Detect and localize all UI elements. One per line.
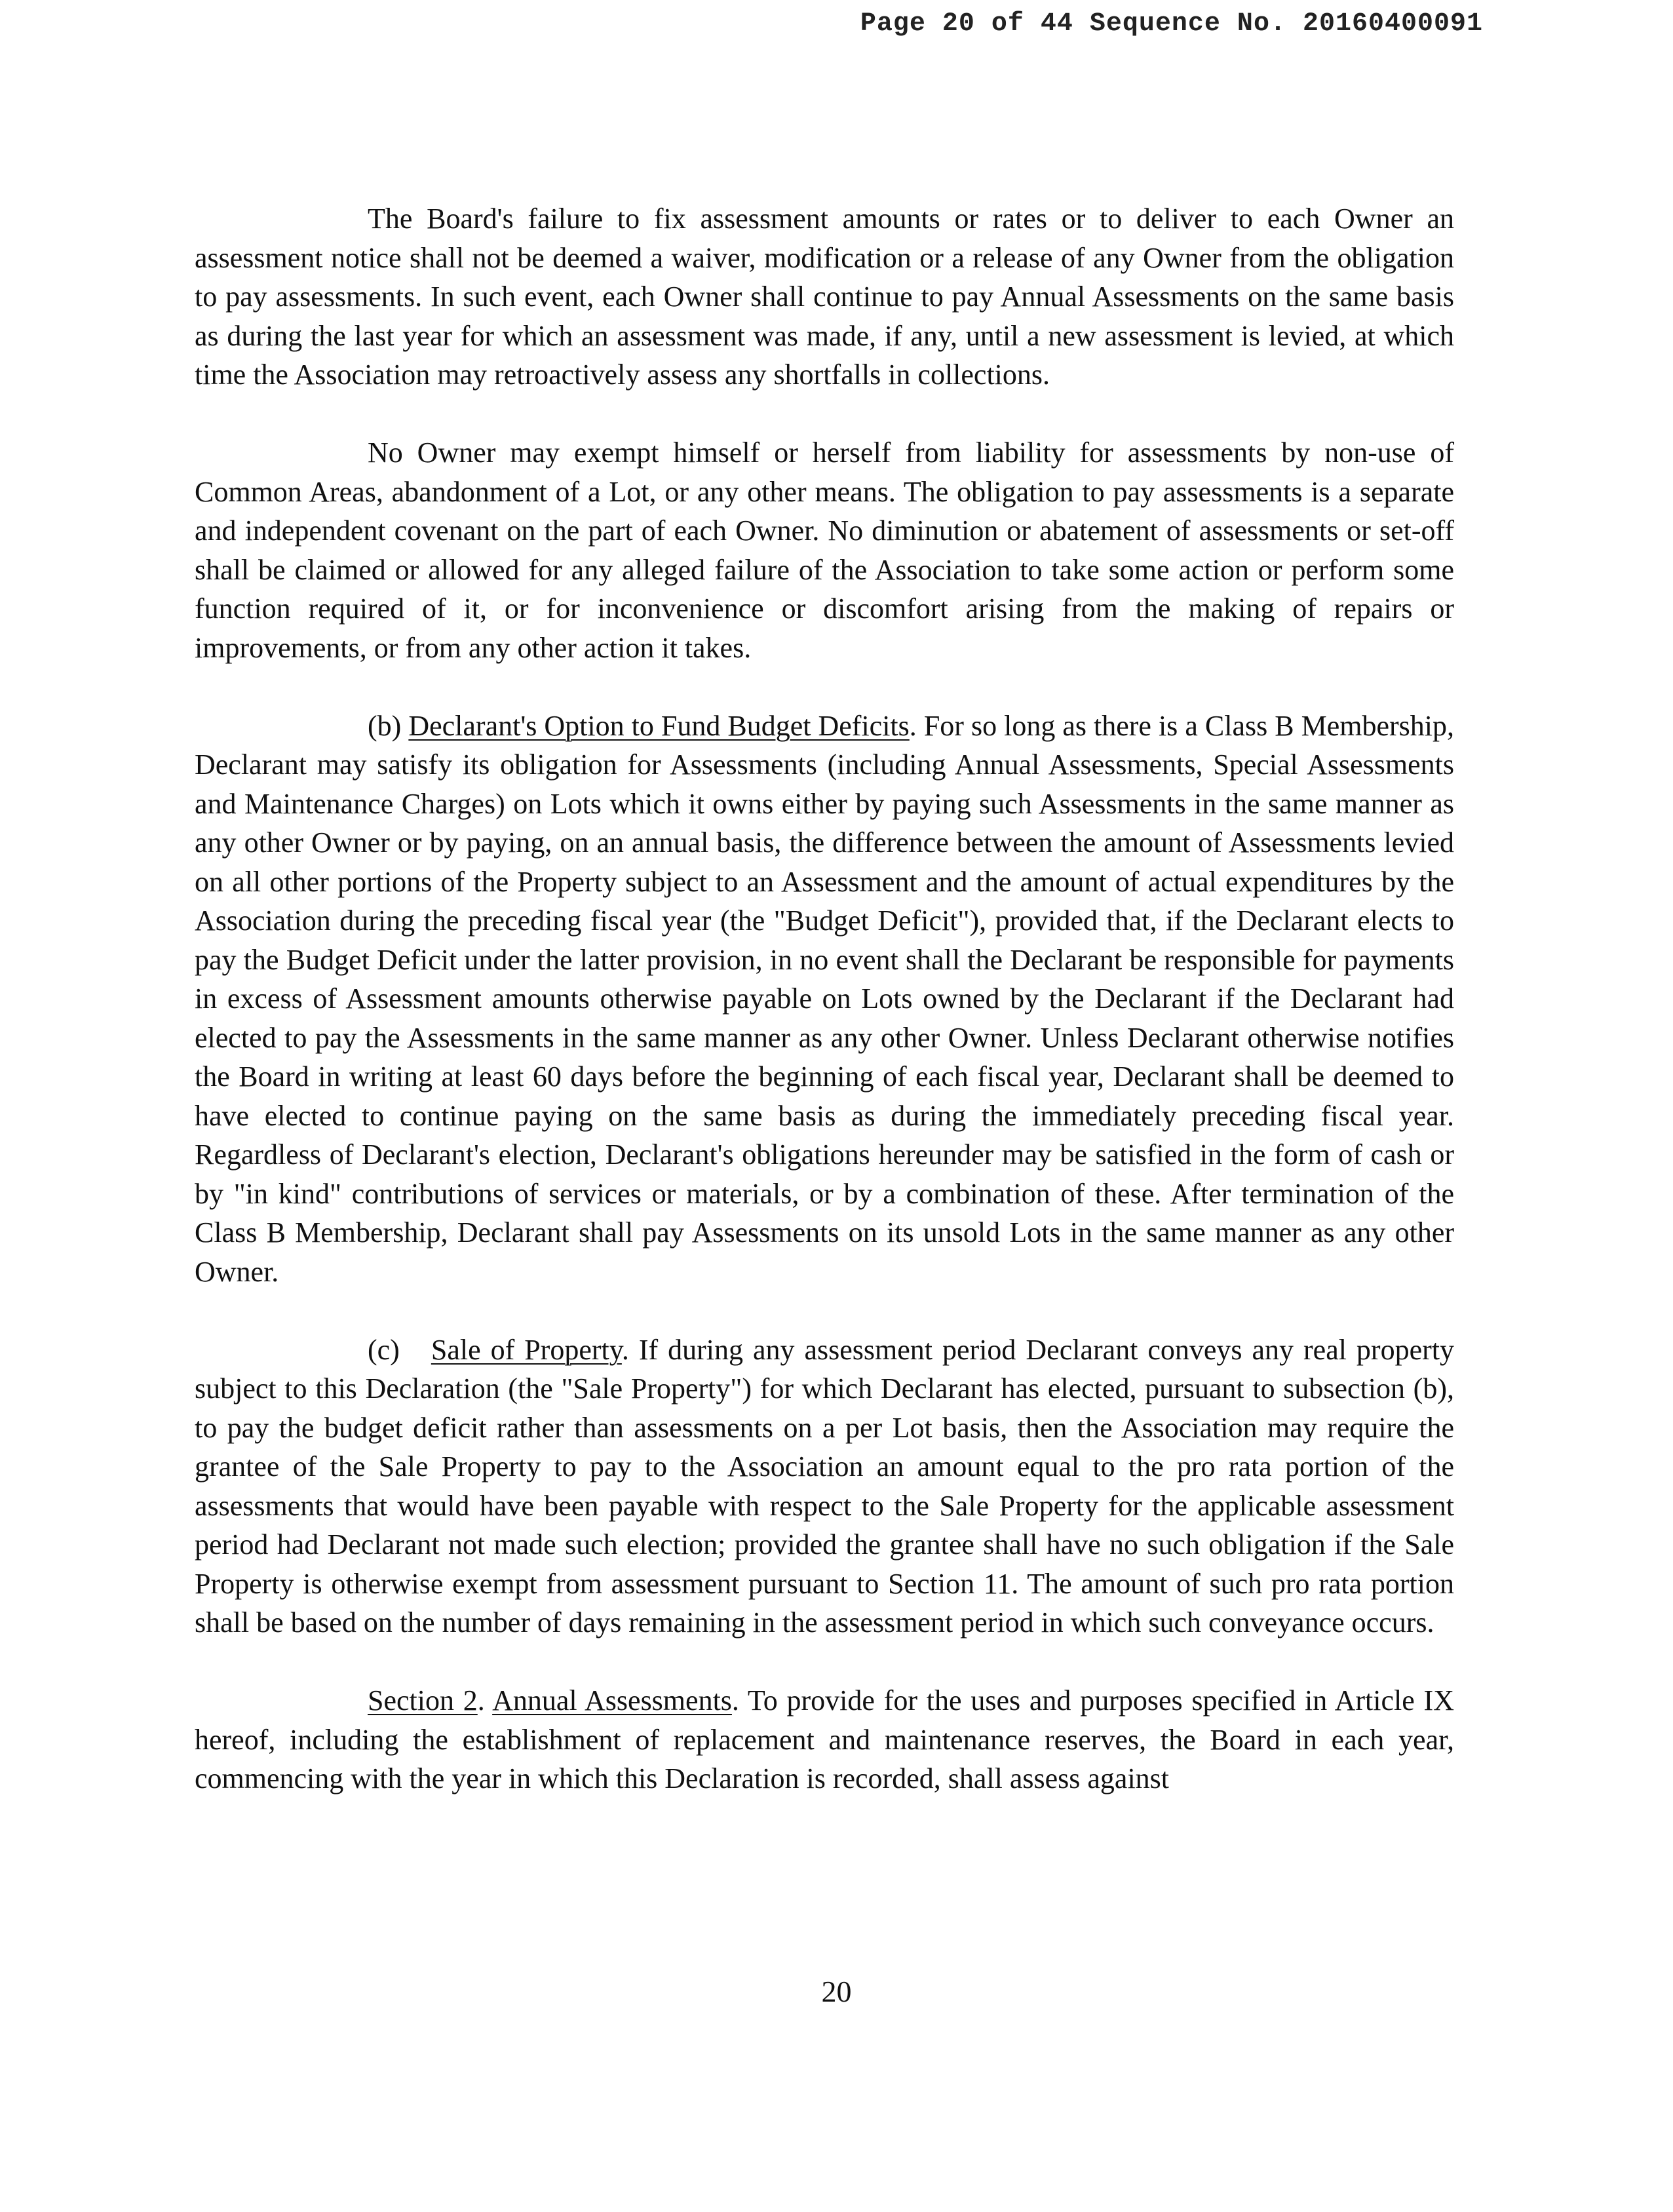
- section-period: .: [477, 1684, 485, 1717]
- subsection-marker-c: (c): [368, 1333, 400, 1366]
- paragraph-board-failure: The Board's failure to fix assessment amounts or rates or to deliver to each Owner an assessment notice shall not be deemed a waiver, modification or a release of any Owner from the obligation to pay assessments. In such event, each Owner shall continue to pay Annual Assessments on the same basis as during the last year for which an assessment was made, if any, until a new assessment is levied, at which time the Association may retroactively assess any shortfalls in collections.: [195, 203, 1454, 391]
- subsection-marker-b: (b): [368, 709, 402, 742]
- subsection-body-budget-deficits: For so long as there is a Class B Membership, Declarant may satisfy its obligation for Assessments (including Annual Assessments, Special Assessments and Maintenance Charges) on Lots which it owns either by paying such Assessments in the same manner as any other Owner or by paying, on an annual basis, the difference between the amount of Assessments levied on all other portions of the Property subject to an Assessment and the amount of actual expenditures by the Association during the preceding fiscal year (the "Budget Deficit"), provided that, if the Declarant elects to pay the Budget Deficit under the latter provision, in no event shall the Declarant be responsible for payments in excess of Assessment amounts otherwise payable on Lots owned by the Declarant if the Declarant had elected to pay the Assessments in the same manner as any other Owner. Unless Declarant otherwise notifies the Board in writing at least 60 days before the beginning of each fiscal year, Declarant shall be deemed to have elected to continue paying on the same basis as during the immediately preceding fiscal year. Regardless of Declarant's election, Declarant's obligations hereunder may be satisfied in the form of cash or by "in kind" contributions of services or materials, or by a combination of these. After termination of the Class B Membership, Declarant shall pay Assessments on its unsold Lots in the same manner as any other Owner.: [195, 709, 1455, 1288]
- subsection-heading-sale-of-property: Sale of Property: [431, 1333, 622, 1366]
- paragraph-declarant-option: [195, 707, 1454, 1292]
- heading-period: .: [621, 1333, 629, 1366]
- section-heading-annual-assessments: Annual Assessments: [492, 1684, 732, 1717]
- paragraph-no-exemption: No Owner may exempt himself or herself from liability for assessments by non-use of Common Areas, abandonment of a Lot, or any other means. The obligation to pay assessments is a separate and independent covenant on the part of each Owner. No diminution or abatement of assessments or set-off shall be claimed or allowed for any alleged failure of the Association to take some action or perform some function required of it, or for inconvenience or discomfort arising from the making of repairs or improvements, or from any other action it takes.: [195, 437, 1454, 664]
- section-body-annual-assessments: To provide for the uses and purposes specified in Article IX hereof, including the establishment of replacement and maintenance reserves, the Board in each year, commencing with the year in which this Declaration is recorded, shall assess against: [195, 1684, 1454, 1795]
- heading-period: .: [731, 1684, 739, 1717]
- subsection-body-sale-of-property: If during any assessment period Declarant conveys any real property subject to this Declaration (the "Sale Property") for which Declarant has elected, pursuant to subsection (b), to pay the budget deficit rather than assessments on a per Lot basis, then the Association may require the grantee of the Sale Property to pay to the Association an amount equal to the pro rata portion of the assessments that would have been payable with respect to the Sale Property for the applicable assessment period had Declarant not made such election; provided the grantee shall have no such obligation if the Sale Property is otherwise exempt from assessment pursuant to Section 11. The amount of such pro rata portion shall be based on the number of days remaining in the assessment period in which such conveyance occurs.: [195, 1333, 1454, 1639]
- document-body: [195, 199, 1454, 1837]
- page-header-sequence: Page 20 of 44 Sequence No. 20160400091: [860, 9, 1483, 39]
- subsection-heading-budget-deficits: Declarant's Option to Fund Budget Deficits: [408, 709, 910, 742]
- page-number: 20: [821, 1975, 852, 2008]
- section-number: Section 2: [368, 1684, 478, 1717]
- heading-period: .: [909, 709, 917, 742]
- paragraph-annual-assessments: [195, 1681, 1454, 1798]
- paragraph-sale-of-property: [195, 1330, 1454, 1642]
